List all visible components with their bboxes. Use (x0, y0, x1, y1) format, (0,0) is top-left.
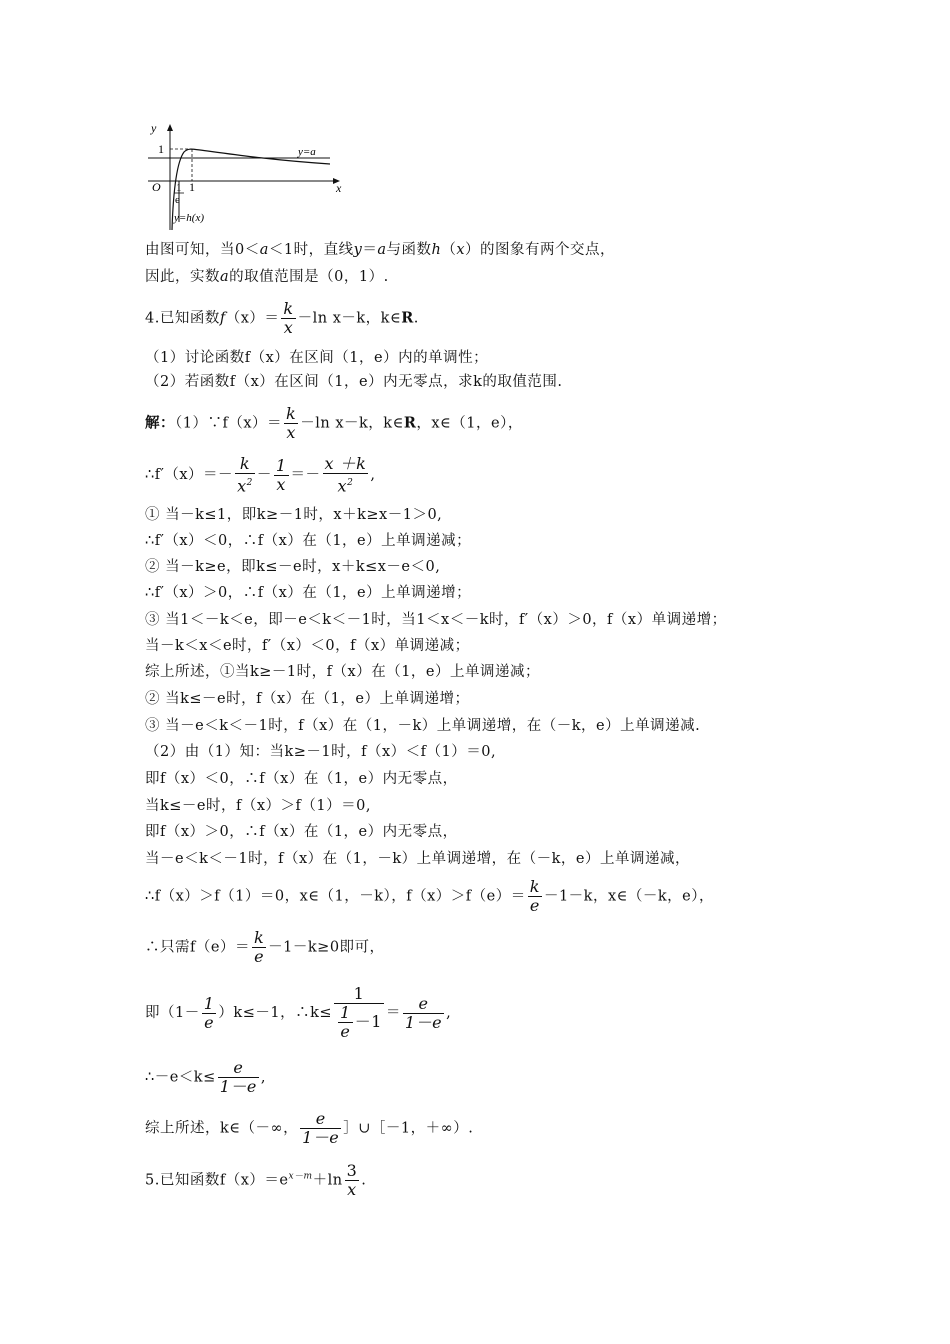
den-var: x (237, 476, 247, 496)
text: . (361, 1172, 367, 1189)
exponent: 2 (347, 478, 354, 488)
curve-label: y=h(x) (174, 212, 205, 224)
den: 1－e (404, 1012, 443, 1032)
part2-line-8 (145, 985, 451, 1041)
text: ＝ (385, 1005, 401, 1021)
part2-line-1: （2）由（1）知：当k≥－1时，f（x）＜f（1）＝0, (145, 744, 497, 760)
case-line-9: ③ 当－e＜k＜－1时，f（x）在（1，－k）上单调递增，在（－k，e）上单调递减. (145, 718, 701, 734)
den (323, 473, 369, 495)
text: ）k≤－1，∴k≤ (218, 1005, 333, 1021)
num: k (286, 404, 297, 423)
den: 1－e (219, 1077, 257, 1096)
num: k (283, 299, 294, 318)
text: ＜1时，直线 (268, 242, 354, 258)
fraction (274, 457, 289, 494)
question-5 (145, 1162, 366, 1199)
text: －1－k≥0即可， (268, 939, 385, 956)
den: e (202, 1013, 217, 1032)
x-tick-one: 1 (189, 180, 195, 194)
origin-label: O (152, 180, 161, 194)
case-line-7: 综上所述，①当k≥－1时，f（x）在（1，e）上单调递减； (145, 664, 541, 680)
question-4-part-2: （2）若函数f（x）在区间（1，e）内无零点，求k的取值范围. (145, 374, 563, 390)
text: , (260, 1069, 267, 1086)
fraction (252, 929, 266, 966)
text: . (413, 310, 419, 327)
solution-label: 解： (145, 414, 175, 432)
inner-fraction (338, 1004, 353, 1041)
text: 综上所述，k∈（－∞， (145, 1120, 299, 1137)
text: －ln x－k，k∈ (300, 415, 404, 432)
var: a (220, 269, 230, 285)
exponent: 2 (246, 478, 253, 488)
text: ∴只需f（e）＝ (145, 939, 250, 956)
var: a (377, 242, 387, 258)
num: k (253, 928, 265, 947)
den: e (528, 896, 542, 915)
num: 1 (275, 455, 287, 475)
den: e (338, 1022, 353, 1041)
case-line-2: ∴f′（x）＜0，∴f（x）在（1，e）上单调递减； (145, 533, 472, 549)
x-tick-frac-den: e (175, 194, 180, 206)
text: －1 (354, 1012, 382, 1031)
fraction (284, 405, 298, 442)
var: h (431, 242, 442, 258)
case-line-5: ③ 当1＜－k＜e，即－e＜k＜－1时，当1＜x＜－k时，f′（x）＞0，f（x）单调递增； (145, 612, 727, 628)
den: x (274, 475, 289, 494)
den (235, 473, 255, 495)
case-line-1: ① 当－k≤1，即k≥－1时，x＋k≥x－1＞0, (145, 507, 443, 523)
den: 1－e (302, 1128, 340, 1147)
den-var: x (337, 476, 348, 496)
compound-fraction (334, 985, 384, 1041)
text: ∴f（x）＞f（1）＝0，x∈（1，－k），f（x）＞f（e）＝ (145, 888, 526, 905)
part2-line-4: 即f（x）＞0，∴f（x）在（1，e）内无零点， (145, 824, 458, 840)
text: ∴－e＜k≤ (145, 1069, 216, 1086)
fraction (323, 455, 369, 495)
part2-conclusion (145, 1110, 473, 1147)
text: 与函数 (386, 242, 432, 258)
function-graph (140, 118, 350, 230)
text: （1）∵f（x）＝ (175, 415, 283, 432)
num: x ＋k (324, 454, 367, 473)
case-line-3: ② 当－k≥e，即k≤－e时，x＋k≤x－e＜0, (145, 559, 441, 575)
text: 4.已知函数 (145, 310, 220, 327)
case-line-6: 当－k＜x＜e时，f′（x）＜0，f（x）单调递减； (145, 638, 470, 654)
text: 的取值范围是（0，1）. (229, 269, 389, 285)
text: ∴f′（x）＝－ (145, 467, 234, 484)
den: x (345, 1180, 360, 1199)
part2-line-2: 即f（x）＜0，∴f（x）在（1，e）内无零点， (145, 771, 458, 787)
num: k (529, 877, 540, 896)
fraction (300, 1110, 341, 1147)
num: 1 (353, 984, 365, 1003)
part2-line-9 (145, 1059, 266, 1096)
text: （ (441, 242, 457, 258)
num: e (418, 993, 429, 1013)
text: , (446, 1005, 452, 1021)
exponent: x－m (288, 1171, 313, 1182)
part2-line-7 (145, 929, 385, 966)
var: y (353, 242, 363, 258)
solution-line-1 (145, 405, 523, 442)
text: ］∪［－1，＋∞）. (343, 1120, 474, 1137)
fraction (281, 300, 295, 337)
case-line-8: ② 当k≤－e时，f（x）在（1，e）上单调递增； (145, 691, 470, 707)
var: f (219, 310, 226, 327)
part2-line-6 (145, 878, 714, 915)
num: 3 (346, 1161, 358, 1180)
num: e (233, 1058, 244, 1077)
text: ）的图象有两个交点， (465, 242, 616, 258)
num: 1 (340, 1003, 351, 1022)
conclusion-line-1 (145, 240, 615, 260)
den: e (252, 947, 266, 966)
text: ＋ln (312, 1172, 343, 1189)
part2-line-3: 当k≤－e时，f（x）＞f（1）＝0, (145, 798, 371, 814)
text: R (403, 414, 417, 432)
x-axis-label: x (336, 181, 342, 195)
derivative-line (145, 455, 375, 495)
text: （x）＝ (225, 310, 280, 327)
text: 由图可知，当0＜ (145, 242, 260, 258)
den (334, 1003, 384, 1041)
text: ＝ (362, 242, 378, 258)
fraction (218, 1059, 259, 1096)
fraction (403, 995, 444, 1032)
part2-line-5: 当－e＜k＜－1时，f（x）在（1，－k）上单调递增，在（－k，e）上单调递减， (145, 851, 691, 867)
den: x (284, 423, 298, 442)
fraction (345, 1162, 360, 1199)
var: x (456, 242, 466, 258)
text: 即（1－ (145, 1005, 200, 1021)
y-axis-label: y (151, 121, 157, 135)
fraction (202, 995, 217, 1032)
den: x (281, 318, 295, 337)
fraction (235, 455, 255, 495)
text: R (401, 309, 414, 327)
text: ，x∈（1，e）， (416, 415, 523, 432)
text: , (370, 467, 376, 484)
x-tick-frac-num: 1 (176, 182, 182, 194)
y-tick-one: 1 (158, 142, 164, 156)
conclusion-line-2 (145, 267, 389, 287)
num: 1 (203, 993, 215, 1013)
text: －ln x－k，k∈ (297, 310, 402, 327)
var: a (259, 242, 269, 258)
question-4-part-1: （1）讨论函数f（x）在区间（1，e）内的单调性； (145, 350, 489, 366)
question-4 (145, 300, 419, 337)
text: －1－k，x∈（－k，e）， (543, 888, 714, 905)
fraction (528, 878, 542, 915)
text: 因此，实数 (145, 269, 220, 285)
num: k (239, 454, 251, 473)
text: ＝－ (290, 467, 321, 484)
y-axis-arrow-icon (167, 124, 173, 131)
text: 5.已知函数f（x）＝e (145, 1172, 289, 1189)
case-line-4: ∴f′（x）＞0，∴f（x）在（1，e）上单调递增； (145, 585, 472, 601)
text: － (256, 467, 272, 484)
num: e (315, 1109, 326, 1128)
line-label: y=a (298, 146, 316, 158)
